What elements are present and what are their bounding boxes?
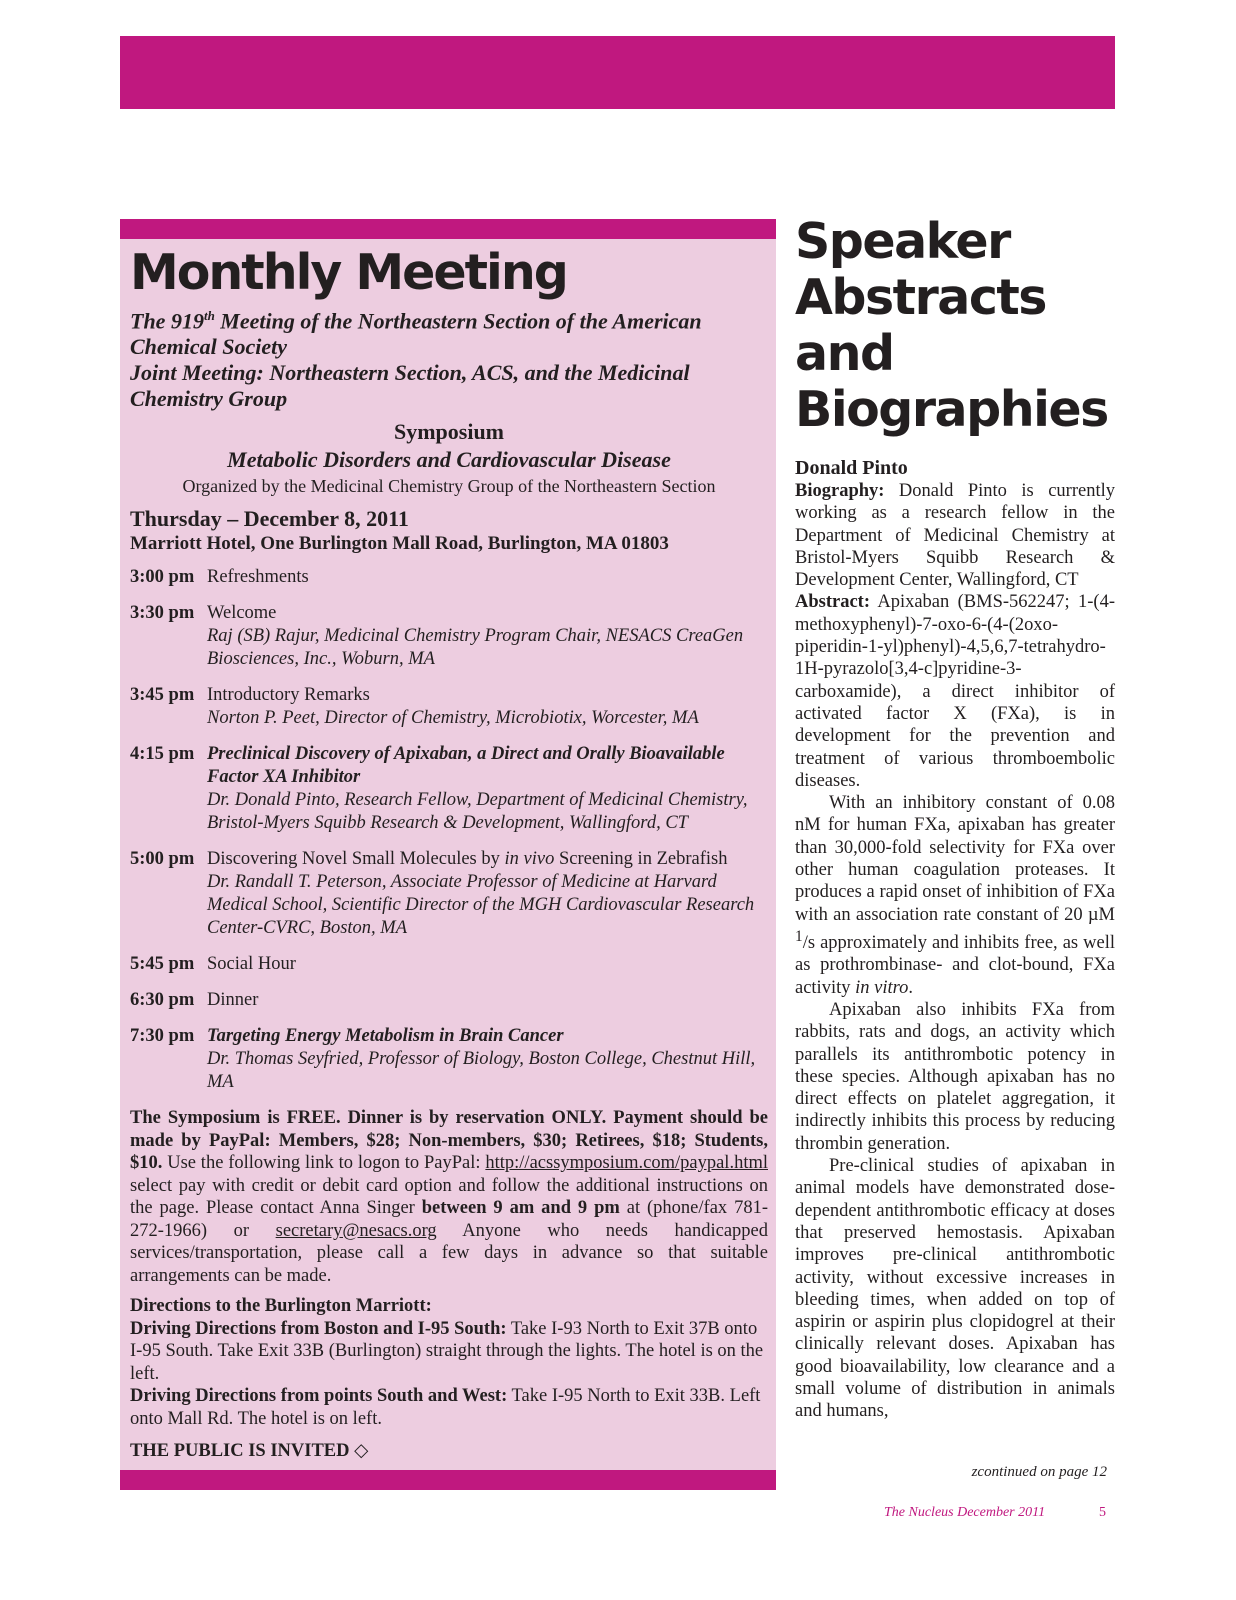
panel-top-bar: [120, 219, 776, 239]
schedule-speaker: Norton P. Peet, Director of Chemistry, Microbiotix, Worcester, MA: [207, 708, 699, 729]
schedule-title: Welcome: [207, 603, 277, 624]
schedule-time: 5:45 pm: [130, 954, 195, 975]
directions: [130, 1295, 768, 1430]
schedule-item: [130, 1025, 768, 1094]
schedule-title: Preclinical Discovery of Apixaban, a Direct and Orally Bioavailable Factor XA Inhibitor: [207, 744, 725, 788]
schedule-title: Introductory Remarks: [207, 685, 370, 706]
schedule: [130, 566, 768, 1094]
meeting-date: Thursday – December 8, 2011: [130, 506, 409, 532]
schedule-time: 3:30 pm: [130, 603, 195, 624]
schedule-item: [130, 602, 768, 671]
abstract-body: [795, 480, 1115, 1423]
page-title: Monthly Meeting: [130, 244, 567, 301]
biography: Biography: Donald Pinto is currently working as a research fellow in the Department of Medicinal Chemistry at Bristol-Myers Squibb Research & Development Center, Wallingford, CT: [795, 481, 1115, 591]
schedule-item: [130, 684, 768, 730]
schedule-item: [130, 743, 768, 835]
schedule-title: Targeting Energy Metabolism in Brain Cancer: [207, 1026, 564, 1047]
directions-south-west: Driving Directions from points South and West: Take I-95 North to Exit 33B. Left onto Mall Rd. The hotel is on left.: [130, 1386, 761, 1429]
abstract-paragraph: Abstract: Apixaban (BMS-562247; 1-(4-methoxyphenyl)-7-oxo-6-(4-(2oxo-piperidin-1-yl)phenyl)-4,5,6,7-tetrahydro-1H-pyrazolo[3,4-c]pyridine-3-carboxamide), a direct inhibitor of activated factor X (FXa), is in development for the prevention and treatment of various thromboembolic diseases.: [795, 592, 1115, 791]
schedule-time: 7:30 pm: [130, 1026, 195, 1047]
monthly-meeting-panel: [120, 219, 776, 1490]
schedule-speaker: Dr. Randall T. Peterson, Associate Professor of Medicine at Harvard Medical School, Scientific Director of the MGH Cardiovascular Research Center-CVRC, Boston, MA: [207, 872, 755, 939]
directions-heading: Directions to the Burlington Marriott:: [130, 1296, 432, 1317]
symposium-title: Metabolic Disorders and Cardiovascular Disease: [227, 447, 671, 473]
panel-bottom-bar: [120, 1470, 776, 1490]
schedule-time: 3:00 pm: [130, 567, 195, 588]
payment-notice: The Symposium is FREE. Dinner is by reservation ONLY. Payment should be made by PayPal: Members, $28; Non-members, $30; Retirees, $18; Students, $10. Use the following link to logon to PayPal: http://acssymposium.com/paypal.html select pay with credit or debit card option and follow the additional instructions on the page. Please contact Anna Singer between 9 am and 9 pm at (phone/fax 781-272-1966) or secretary@nesacs.org Anyone who needs handicapped services/transportation, please call a few days in advance so that suitable arrangements can be made.: [130, 1108, 768, 1286]
abstract-paragraph: Apixaban also inhibits FXa from rabbits, rats and dogs, an activity which parallels its antithrombotic potency in these species. Although apixaban has no direct effects on platelet aggregation, it indirectly inhibits this process by reducing thrombin generation.: [795, 999, 1115, 1154]
schedule-speaker: Dr. Thomas Seyfried, Professor of Biology, Boston College, Chestnut Hill, MA: [207, 1049, 756, 1093]
schedule-speaker: Dr. Donald Pinto, Research Fellow, Department of Medicinal Chemistry, Bristol-Myers Squibb Research & Development, Wallingford, CT: [207, 790, 748, 834]
email-link[interactable]: secretary@nesacs.org: [275, 1220, 437, 1241]
schedule-time: 3:45 pm: [130, 685, 195, 706]
schedule-speaker: Raj (SB) Rajur, Medicinal Chemistry Program Chair, NESACS CreaGen Biosciences, Inc., Woburn, MA: [207, 626, 744, 670]
abstract-paragraph: With an inhibitory constant of 0.08 nM for human FXa, apixaban has greater than 30,000-fold selectivity for FXa over other human coagulation proteases. It produces a rapid onset of inhibition of FXa with an association rate constant of 20 µM $^1$/s approximately and inhibits free, as well as prothrombinase- and clot-bound, FXa activity in vitro.: [795, 793, 1115, 998]
abstract-paragraph: Pre-clinical studies of apixaban in animal models have demonstrated dose-dependent antithrombotic efficacy at doses that preserved hemostasis. Apixaban improves pre-clinical antithrombotic activity, without excessive increases in bleeding times, when added on top of aspirin or aspirin plus clopidogrel at their clinically relevant doses. Apixaban has good bioavailability, low clearance and a small volume of distribution in animals and humans,: [795, 1156, 1115, 1422]
schedule-title: Dinner: [207, 990, 259, 1011]
speaker-abstracts-column: [795, 214, 1115, 1423]
continued-note: zcontinued on page 12: [971, 1464, 1107, 1480]
schedule-item: [130, 989, 768, 1012]
schedule-item: [130, 953, 768, 976]
paypal-link[interactable]: http://acssymposium.com/paypal.html: [485, 1153, 768, 1174]
meeting-subtitle: The 919th Meeting of the Northeastern Section of the American Chemical Society: [130, 308, 702, 360]
directions-boston: Driving Directions from Boston and I-95 South: Take I-93 North to Exit 37B onto I-95 South. Take Exit 33B (Burlington) straight through the lights. The hotel is on the left.: [130, 1318, 764, 1384]
schedule-item: [130, 848, 768, 940]
abstracts-title: Speaker Abstracts and Biographies: [795, 213, 1108, 438]
footer-publication: The Nucleus December 2011: [884, 1505, 1046, 1520]
joint-meeting: Joint Meeting: Northeastern Section, ACS, and the Medicinal Chemistry Group: [130, 360, 690, 412]
schedule-title: Refreshments: [207, 567, 309, 588]
schedule-title: Discovering Novel Small Molecules by in vivo Screening in Zebrafish: [207, 849, 728, 870]
organizer-line: Organized by the Medicinal Chemistry Group of the Northeastern Section: [182, 476, 716, 497]
speaker-name: Donald Pinto: [795, 457, 908, 479]
schedule-time: 6:30 pm: [130, 990, 195, 1011]
schedule-item: [130, 566, 768, 589]
schedule-time: 4:15 pm: [130, 744, 195, 765]
page-number: 5: [1099, 1505, 1106, 1520]
top-banner-bar: [120, 36, 1115, 109]
schedule-title: Social Hour: [207, 954, 296, 975]
schedule-time: 5:00 pm: [130, 849, 195, 870]
public-invited: THE PUBLIC IS INVITED ◇: [130, 1441, 369, 1462]
symposium-label: Symposium: [393, 419, 505, 445]
meeting-venue: Marriott Hotel, One Burlington Mall Road, Burlington, MA 01803: [130, 533, 669, 555]
